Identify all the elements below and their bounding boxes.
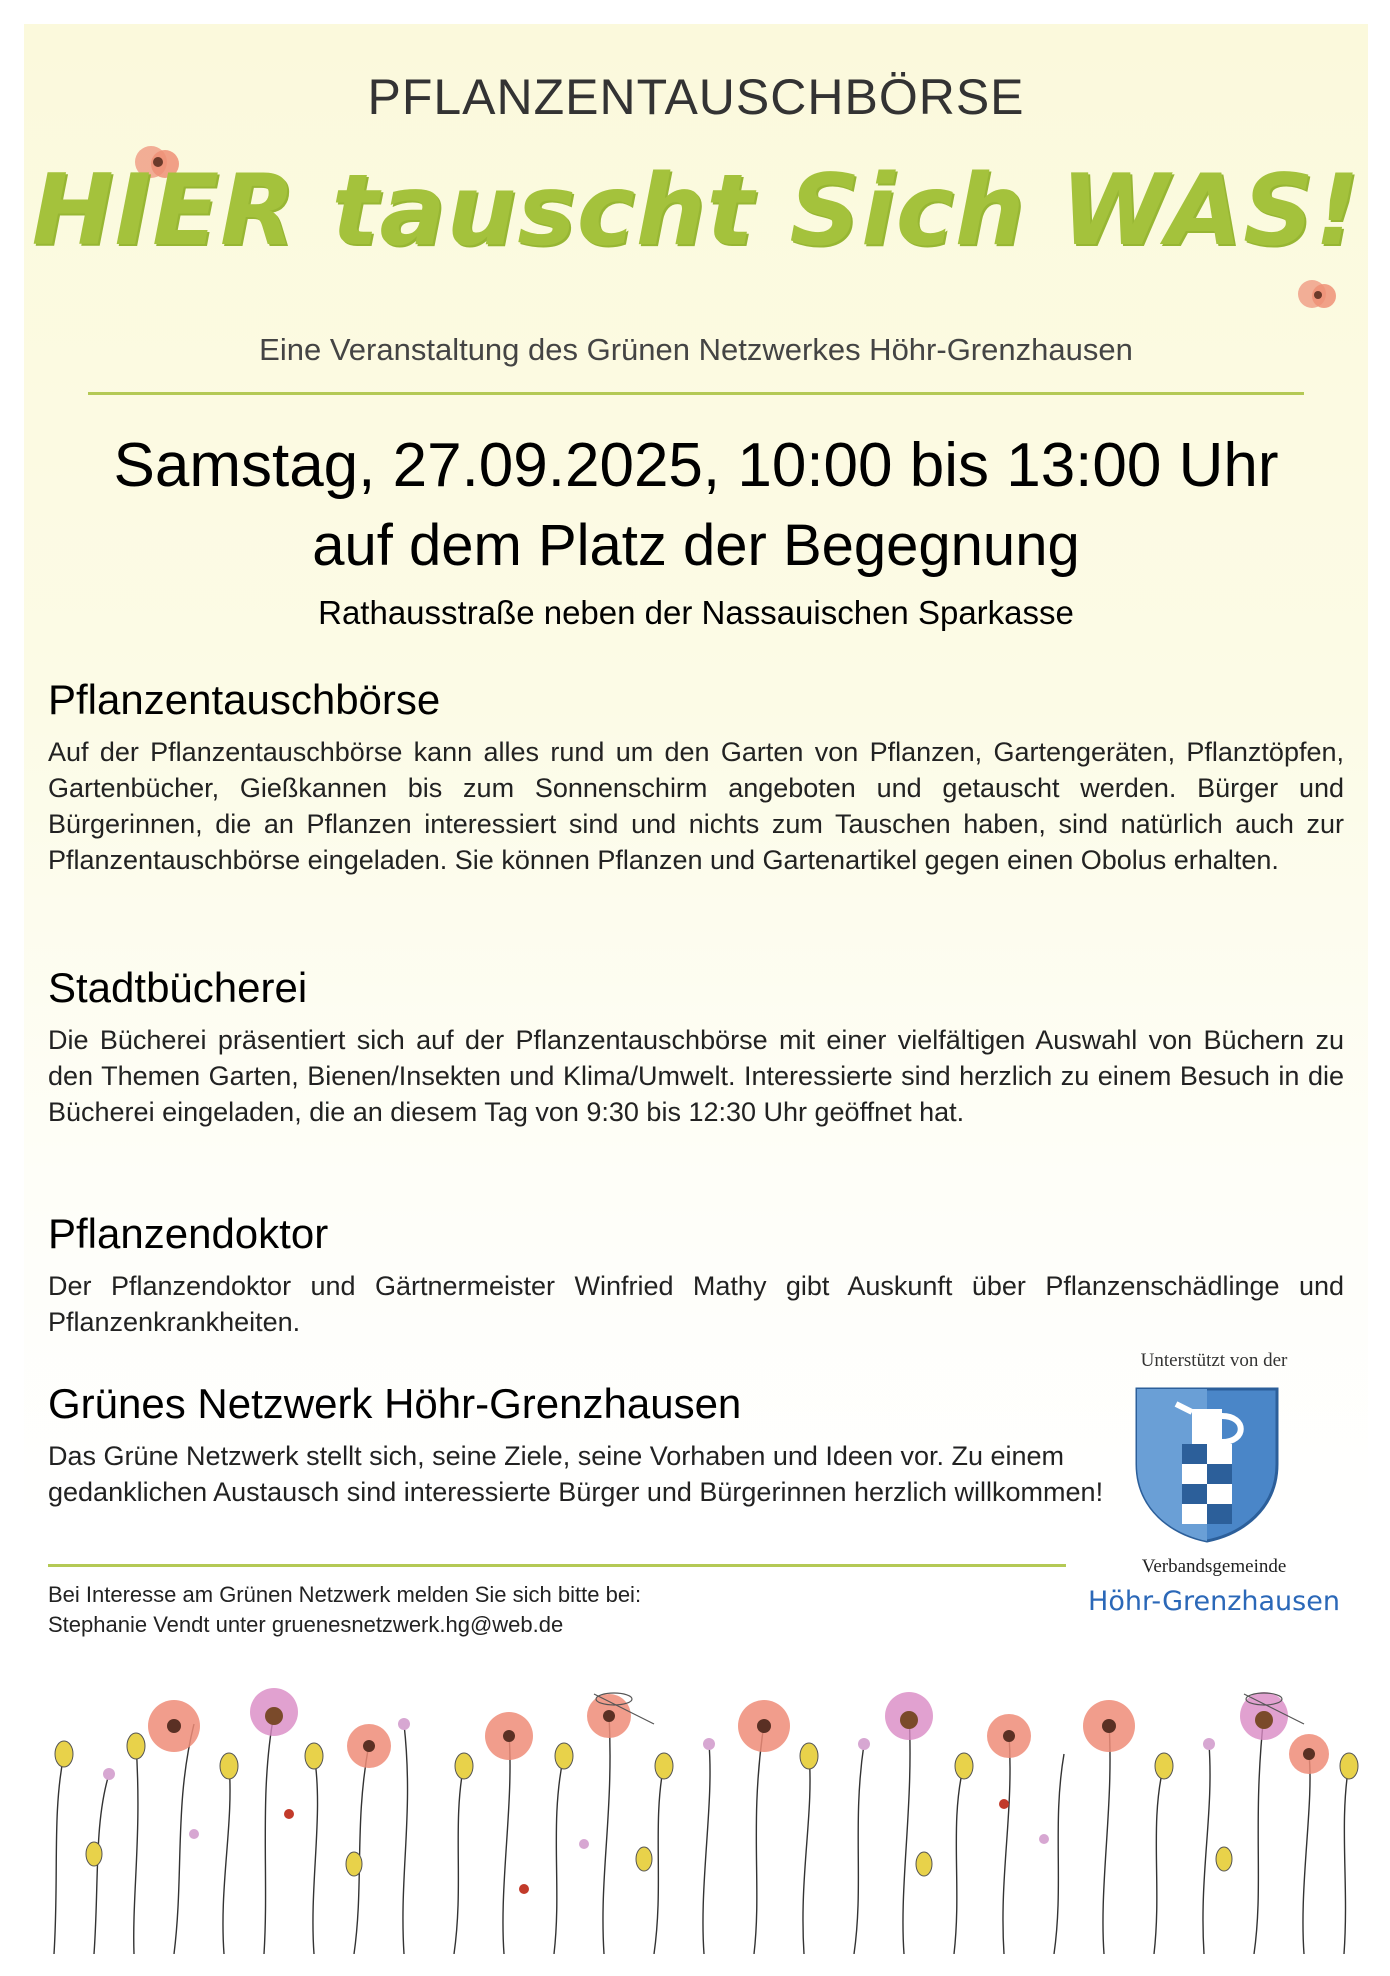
section-text: Der Pflanzendoktor und Gärtnermeister Winfried Mathy gibt Auskunft über Pflanzenschädlinge und Pflanzenkrankheiten. bbox=[48, 1271, 1344, 1337]
event-street: Rathausstraße neben der Nassauischen Sparkasse bbox=[318, 594, 1074, 631]
supporter-org-name: Höhr-Grenzhausen bbox=[1088, 1586, 1340, 1617]
poster-overline: PFLANZENTAUSCHBÖRSE bbox=[367, 69, 1025, 125]
event-poster bbox=[24, 24, 1368, 1954]
section-pflanzentauschboerse bbox=[48, 676, 1344, 878]
divider bbox=[88, 392, 1304, 395]
poster-headline: HIER tauscht Sich WAS! bbox=[31, 154, 1361, 268]
section-title: Grünes Netzwerk Höhr-Grenzhausen bbox=[48, 1380, 742, 1427]
contact-email-line[interactable]: Stephanie Vendt unter gruenesnetzwerk.hg@web.de bbox=[48, 1612, 564, 1637]
event-date-time: Samstag, 27.09.2025, 10:00 bis 13:00 Uhr bbox=[113, 431, 1279, 500]
poster-subline: Eine Veranstaltung des Grünen Netzwerkes Höhr-Grenzhausen bbox=[259, 332, 1133, 367]
section-title: Pflanzentauschbörse bbox=[48, 676, 441, 723]
supporter-label: Unterstützt von der bbox=[1140, 1350, 1288, 1371]
flower-meadow-illustration bbox=[24, 1654, 1368, 1954]
section-text: Die Bücherei präsentiert sich auf der Pflanzentauschbörse mit einer vielfältigen Auswahl von Büchern zu den Themen Garten, Bienen/Insekten und Klima/Umwelt. Interessierte sind herzlich zu einem Besuch in die Bücherei eingeladen, die an diesem Tag von 9:30 bis 12:30 Uhr geöffnet hat. bbox=[48, 1025, 1344, 1127]
contact-info bbox=[48, 1580, 641, 1640]
contact-line: Bei Interesse am Grünen Netzwerk melden Sie sich bitte bei: bbox=[48, 1582, 642, 1607]
event-place: auf dem Platz der Begegnung bbox=[312, 513, 1080, 578]
section-title: Stadtbücherei bbox=[48, 964, 308, 1011]
supporter-org-type: Verbandsgemeinde bbox=[1141, 1556, 1287, 1577]
divider bbox=[48, 1564, 1066, 1567]
section-title: Pflanzendoktor bbox=[48, 1210, 329, 1257]
section-text: Auf der Pflanzentauschbörse kann alles rund um den Garten von Pflanzen, Gartengeräten, Pflanztöpfen, Gartenbücher, Gießkannen bis zum Sonnenschirm angeboten und getauscht werden. Bürger und Bürgerinnen, die an Pflanzen interessiert sind und nichts zum Tauschen haben, sind natürlich auch zur Pflanzentauschbörse eingeladen. Sie können Pflanzen und Gartenartikel gegen einen Obolus erhalten. bbox=[48, 737, 1344, 875]
section-pflanzendoktor bbox=[48, 1210, 1344, 1340]
coat-of-arms-icon bbox=[1132, 1384, 1282, 1544]
section-stadtbuecherei bbox=[48, 964, 1344, 1130]
section-text: Das Grüne Netzwerk stellt sich, seine Ziele, seine Vorhaben und Ideen vor. Zu einem gedanklichen Austausch sind interessierte Bürger und Bürgerinnen herzlich willkommen! bbox=[48, 1441, 1104, 1507]
poppy-icon bbox=[1294, 274, 1344, 318]
section-gruenes-netzwerk bbox=[48, 1380, 1108, 1510]
